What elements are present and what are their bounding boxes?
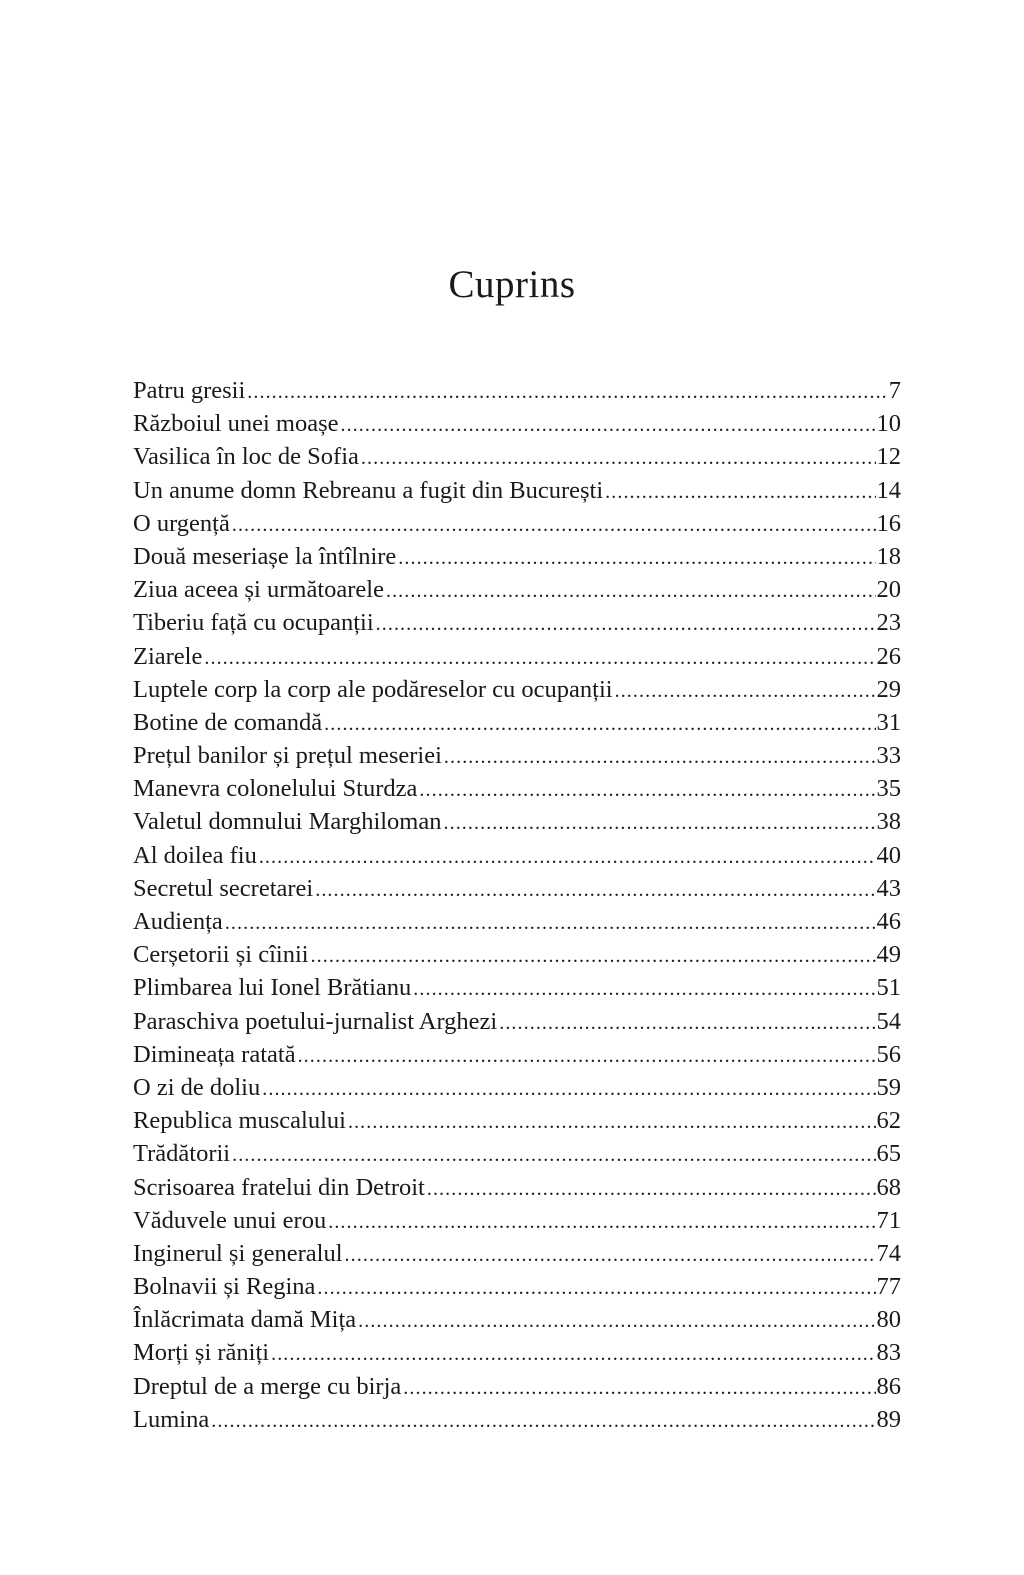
toc-entry-page: 16 xyxy=(876,509,901,537)
toc-entry-title: Cerșetorii și cîinii xyxy=(133,941,309,969)
dot-leader xyxy=(348,1106,876,1139)
toc-entry xyxy=(133,1171,901,1204)
dot-leader xyxy=(204,642,875,675)
toc-entry xyxy=(133,1204,901,1237)
toc-entry xyxy=(133,540,901,573)
toc-entry-page: 86 xyxy=(876,1372,901,1400)
toc-entry xyxy=(133,440,901,473)
dot-leader xyxy=(262,1073,875,1106)
toc-entry xyxy=(133,1137,901,1170)
dot-leader xyxy=(345,1239,876,1272)
toc-entry xyxy=(133,1336,901,1369)
dot-leader xyxy=(444,807,876,840)
toc-entry-page: 20 xyxy=(876,576,901,604)
toc-entry-title: Lumina xyxy=(133,1405,210,1433)
toc-entry-title: O urgență xyxy=(133,509,230,537)
toc-entry-title: Manevra colonelului Sturdza xyxy=(133,775,418,803)
toc-entry xyxy=(133,1237,901,1270)
toc-entry-page: 46 xyxy=(876,908,901,935)
toc-entry-title: Morți și răniți xyxy=(133,1339,270,1367)
toc-entry-page: 18 xyxy=(876,542,901,570)
toc-entry xyxy=(133,971,901,1004)
dot-leader xyxy=(298,1040,876,1073)
toc-entry-page: 74 xyxy=(876,1239,901,1267)
toc-entry-page: 54 xyxy=(876,1007,901,1035)
toc-entry xyxy=(133,1303,901,1336)
toc-entry-title: Secretul secretarei xyxy=(133,874,314,902)
toc-entry-page: 62 xyxy=(876,1107,901,1135)
toc-entry-title: Un anume domn Rebreanu a fugit din București xyxy=(133,476,604,504)
toc-entry-title: Republica muscalului xyxy=(133,1107,346,1135)
dot-leader xyxy=(232,1139,875,1172)
dot-leader xyxy=(247,376,887,409)
toc-entry-title: Paraschiva poetului-jurnalist Arghezi xyxy=(133,1007,498,1035)
dot-leader xyxy=(413,973,875,1006)
toc-entry-page: 59 xyxy=(876,1073,901,1101)
toc-entry xyxy=(133,573,901,606)
dot-leader xyxy=(232,509,876,542)
toc-entry-title: Văduvele unui erou xyxy=(133,1206,327,1234)
toc-entry-title: Ziua aceea și următoarele xyxy=(133,576,384,604)
toc-entry-page: 83 xyxy=(876,1339,901,1367)
toc-entry-title: O zi de doliu xyxy=(133,1073,261,1101)
dot-leader xyxy=(358,1305,875,1338)
dot-leader xyxy=(427,1173,876,1206)
page-title: Cuprins xyxy=(448,263,576,306)
toc-entry-title: Prețul banilor și prețul meseriei xyxy=(133,742,442,770)
dot-leader xyxy=(361,442,876,475)
toc-entry-title: Tiberiu față cu ocupanții xyxy=(133,609,374,637)
toc-entry-page: 68 xyxy=(876,1173,901,1201)
toc-entry-title: Botine de comandă xyxy=(133,708,323,736)
toc-entry xyxy=(133,805,901,838)
dot-leader xyxy=(403,1372,875,1405)
toc-entry xyxy=(133,1270,901,1303)
toc-entry xyxy=(133,1104,901,1137)
toc-entry-page: 40 xyxy=(876,841,901,869)
toc-entry xyxy=(133,1038,901,1071)
toc-entry-title: Valetul domnului Marghiloman xyxy=(133,808,442,836)
toc-entry xyxy=(133,640,901,673)
toc-entry-page: 43 xyxy=(876,874,901,902)
toc-entry-page: 10 xyxy=(876,410,901,438)
toc-entry-title: Trădătorii xyxy=(133,1140,231,1168)
toc-entry-page: 38 xyxy=(876,808,901,836)
toc-entry-page: 51 xyxy=(876,974,901,1002)
dot-leader xyxy=(605,476,875,509)
toc-entry-title: Două meseriașe la întîlnire xyxy=(133,542,397,570)
toc-entry xyxy=(133,606,901,639)
toc-entry-page: 89 xyxy=(876,1405,901,1433)
toc-entry xyxy=(133,706,901,739)
toc-entry-title: Inginerul și generalul xyxy=(133,1239,343,1267)
toc-entry-page: 77 xyxy=(876,1273,901,1301)
toc-entry xyxy=(133,872,901,905)
toc-entry-page: 31 xyxy=(876,708,901,736)
toc-entry-page: 12 xyxy=(876,443,901,471)
toc-entry-page: 65 xyxy=(876,1140,901,1168)
dot-leader xyxy=(311,940,876,973)
toc-entry-title: Audiența xyxy=(133,908,223,935)
toc-entry-title: Bolnavii și Regina xyxy=(133,1273,316,1301)
toc-entry-title: Plimbarea lui Ionel Brătianu xyxy=(133,974,412,1002)
toc-entry xyxy=(133,407,901,440)
toc-entry-page: 71 xyxy=(876,1206,901,1234)
toc-entry xyxy=(133,772,901,805)
toc-entry-title: Războiul unei moașe xyxy=(133,410,339,438)
dot-leader xyxy=(419,774,875,807)
toc-entry-page: 35 xyxy=(876,775,901,803)
dot-leader xyxy=(499,1007,875,1040)
dot-leader xyxy=(315,874,875,907)
toc-entry-title: Dimineața ratată xyxy=(133,1040,296,1068)
toc-entry xyxy=(133,1403,901,1436)
toc-entry-title: Scrisoarea fratelui din Detroit xyxy=(133,1173,425,1201)
toc-entry-page: 49 xyxy=(876,941,901,969)
toc-entry xyxy=(133,1005,901,1038)
toc-entry-title: Al doilea fiu xyxy=(133,841,257,869)
toc-entry-page: 26 xyxy=(876,642,901,670)
toc-entry xyxy=(133,938,901,971)
table-of-contents xyxy=(133,374,901,1436)
dot-leader xyxy=(211,1405,875,1438)
toc-entry-page: 7 xyxy=(888,377,901,404)
toc-entry-title: Vasilica în loc de Sofia xyxy=(133,443,359,471)
toc-entry-title: Patru gresii xyxy=(133,377,246,404)
toc-entry xyxy=(133,374,901,407)
toc-entry xyxy=(133,739,901,772)
toc-entry xyxy=(133,507,901,540)
dot-leader xyxy=(376,608,876,641)
toc-entry xyxy=(133,905,901,938)
toc-entry-title: Înlăcrimata damă Mița xyxy=(133,1306,357,1334)
toc-entry-title: Dreptul de a merge cu birja xyxy=(133,1372,402,1400)
dot-leader xyxy=(615,675,876,708)
dot-leader xyxy=(259,841,876,874)
toc-entry-page: 29 xyxy=(876,675,901,703)
toc-entry xyxy=(133,839,901,872)
toc-entry-title: Ziarele xyxy=(133,642,203,670)
toc-entry-page: 80 xyxy=(876,1306,901,1334)
dot-leader xyxy=(444,741,876,774)
toc-entry-title: Luptele corp la corp ale podăreselor cu ocupanții xyxy=(133,675,613,703)
toc-entry-page: 56 xyxy=(876,1040,901,1068)
toc-entry xyxy=(133,1071,901,1104)
toc-entry-page: 23 xyxy=(876,609,901,637)
dot-leader xyxy=(225,907,876,940)
toc-entry xyxy=(133,673,901,706)
toc-entry xyxy=(133,1370,901,1403)
toc-entry-page: 33 xyxy=(876,742,901,770)
dot-leader xyxy=(398,542,875,575)
dot-leader xyxy=(340,409,875,442)
dot-leader xyxy=(317,1272,875,1305)
dot-leader xyxy=(324,708,875,741)
toc-entry-page: 14 xyxy=(876,476,901,504)
dot-leader xyxy=(328,1206,875,1239)
dot-leader xyxy=(271,1338,875,1371)
toc-entry xyxy=(133,474,901,507)
dot-leader xyxy=(386,575,876,608)
